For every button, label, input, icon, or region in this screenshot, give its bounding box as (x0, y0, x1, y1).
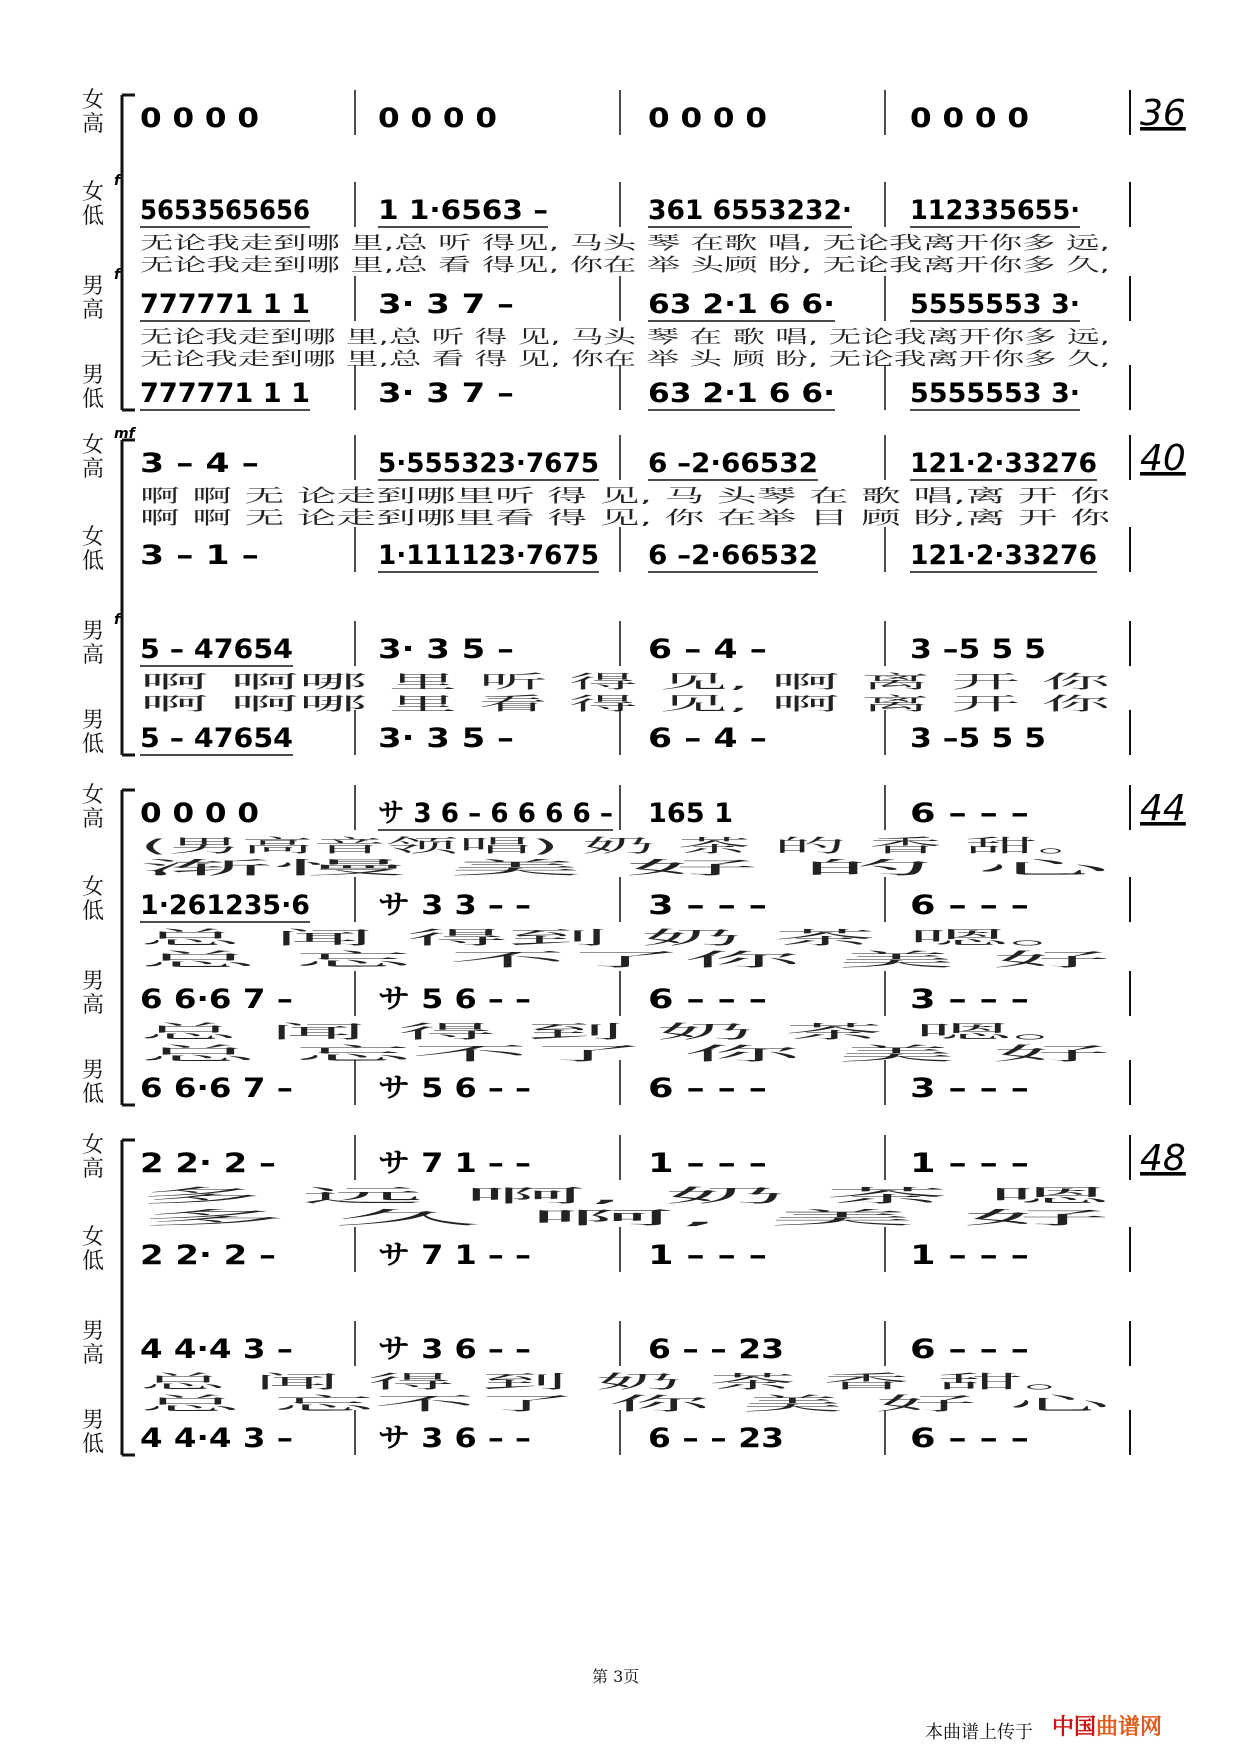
voice-label: 低 (82, 1082, 105, 1107)
measure-notes: サ 5 6 – – (378, 1073, 531, 1104)
lyric-line: 总 忘不了 你 美 好 (140, 1044, 1110, 1065)
voice-label: 高 (82, 1343, 105, 1368)
voice-label: 高 (82, 1157, 105, 1182)
lyric-line: 多 远 啊, 奶 茶 嗯 (140, 1186, 1117, 1207)
voice-label: 女 (82, 88, 105, 113)
voice-label: 男 (82, 969, 105, 994)
measure-notes: 361 6553232· (648, 195, 852, 226)
measure-notes: 1 – – – (910, 1240, 1029, 1271)
measure-notes: 0 0 0 0 (140, 798, 259, 829)
measure-notes: 1 – – – (648, 1148, 767, 1179)
measure-notes: 3 – – – (648, 890, 767, 921)
dynamic-marking: f (114, 612, 121, 628)
measure-notes: 3 –5 5 5 (910, 634, 1046, 665)
measure-notes: 3· 3 5 – (378, 723, 514, 754)
dynamic-marking: mf (114, 426, 135, 442)
measure-notes: 3 – 4 – (140, 448, 259, 479)
voice-label: 男 (82, 708, 105, 733)
voice-label: 低 (82, 387, 105, 412)
lyric-line: 总 闻 得到 奶 茶 嗯。 (140, 928, 1110, 949)
measure-notes: 112335655· (910, 195, 1080, 226)
measure-notes: 6 6·6 7 – (140, 1073, 293, 1104)
lyric-line: 啊 啊 无 论走到哪里听 得 见, 马 头琴 在 歌 唱,离 开 你 (140, 486, 1113, 507)
measure-notes: 777771 1 1 (140, 289, 310, 320)
measure-notes: 63 2·1 6 6· (648, 378, 835, 409)
lyric-line: 无论我走到哪 里,总 看 得见, 你在 举 头顾 盼, 无论我离开你多 久, (140, 255, 1110, 276)
lyric-line: (男高音领唱) 奶 茶 的 香 甜。 (140, 836, 1110, 857)
voice-label: 低 (82, 732, 105, 757)
voice-label: 男 (82, 1058, 105, 1083)
lyric-line: 总 闻 得 到 奶 茶 嗯。 (140, 1022, 1110, 1043)
bar-number: 44 (1140, 788, 1186, 829)
measure-notes: 0 0 0 0 (140, 103, 259, 134)
measure-notes: 6 – – – (910, 798, 1029, 829)
voice-label: 高 (82, 457, 105, 482)
measure-notes: 0 0 0 0 (378, 103, 497, 134)
measure-notes: 0 0 0 0 (910, 103, 1029, 134)
voice-label: 女 (82, 1133, 105, 1158)
measure-notes: 1 – – – (910, 1148, 1029, 1179)
measure-notes: 6 – – 23 (648, 1334, 784, 1365)
measure-notes: 6 – – 23 (648, 1423, 784, 1454)
footer-upload-text: 本曲谱上传于 (925, 1722, 1033, 1743)
site-logo-orange: 曲谱网 (1096, 1715, 1163, 1740)
voice-label: 女 (82, 525, 105, 550)
bar-number: 40 (1140, 438, 1186, 479)
measure-notes: 3· 3 5 – (378, 634, 514, 665)
measure-notes: 5653565656 (140, 195, 310, 226)
lyric-line: 啊 啊哪 里 看 得 见, 啊 离 开 你 (140, 694, 1114, 715)
voice-label: 低 (82, 899, 105, 924)
measure-notes: 121·2·33276 (910, 448, 1097, 479)
measure-notes: 6 – 4 – (648, 634, 767, 665)
measure-notes: 63 2·1 6 6· (648, 289, 835, 320)
voice-label: 低 (82, 1249, 105, 1274)
measure-notes: サ 7 1 – – (378, 1148, 531, 1179)
voice-label: 男 (82, 274, 105, 299)
measure-notes: 3· 3 7 – (378, 289, 514, 320)
measure-notes: 5 – 47654 (140, 723, 293, 754)
voice-label: 女 (82, 783, 105, 808)
measure-notes: 6 – – – (648, 984, 767, 1015)
page-number: 第 3页 (592, 1667, 640, 1686)
voice-label: 男 (82, 619, 105, 644)
lyric-line: 啊 啊 无 论走到哪里看 得 见, 你 在举 目 顾 盼,离 开 你 (140, 508, 1113, 529)
measure-notes: 777771 1 1 (140, 378, 310, 409)
lyric-line: 总 忘 不了你 美 好 (140, 950, 1110, 971)
voice-label: 女 (82, 180, 105, 205)
bar-number: 48 (1140, 1138, 1186, 1179)
voice-label: 女 (82, 433, 105, 458)
lyric-line: 渐慢 美 好 的 心 (140, 858, 1118, 879)
measure-notes: 3 – 1 – (140, 540, 259, 571)
lyric-line: 无论我走到哪 里,总 听 得 见, 马头 琴 在 歌 唱, 无论我离开你多 远, (140, 327, 1110, 348)
dynamic-marking: f (114, 173, 121, 189)
voice-label: 高 (82, 112, 105, 137)
voice-label: 男 (82, 363, 105, 388)
measure-notes: 6 – – – (910, 1423, 1029, 1454)
measure-notes: 4 4·4 3 – (140, 1423, 293, 1454)
lyric-line: 总 闻 得 到 奶 茶 香 甜。 (140, 1372, 1110, 1393)
measure-notes: 1 – – – (648, 1240, 767, 1271)
voice-label: 低 (82, 204, 105, 229)
measure-notes: 5·555323·7675 (378, 448, 599, 479)
measure-notes: 5555553 3· (910, 378, 1080, 409)
measure-notes: 121·2·33276 (910, 540, 1097, 571)
measure-notes: 6 –2·66532 (648, 540, 818, 571)
voice-label: 低 (82, 1432, 105, 1457)
measure-notes: 6 –2·66532 (648, 448, 818, 479)
lyric-line: 总 忘不了 你 美 好 心 (140, 1394, 1116, 1415)
voice-label: 男 (82, 1408, 105, 1433)
measure-notes: 6 – – – (910, 890, 1029, 921)
voice-label: 高 (82, 807, 105, 832)
measure-notes: サ 3 6 – – (378, 1334, 531, 1365)
lyric-line: 啊 啊哪 里 听 得 见, 啊 离 开 你 (140, 672, 1114, 693)
voice-label: 女 (82, 875, 105, 900)
measure-notes: 3 – – – (910, 1073, 1029, 1104)
measure-notes: 1·111123·7675 (378, 540, 599, 571)
measure-notes: 2 2· 2 – (140, 1240, 276, 1271)
measure-notes: 3 –5 5 5 (910, 723, 1046, 754)
measure-notes: サ 7 1 – – (378, 1240, 531, 1271)
measure-notes: 2 2· 2 – (140, 1148, 276, 1179)
measure-notes: 6 – 4 – (648, 723, 767, 754)
lyric-line: 多 久 啊, 美 好 (140, 1208, 1110, 1229)
voice-label: 低 (82, 549, 105, 574)
measure-notes: 6 – – – (648, 1073, 767, 1104)
measure-notes: 4 4·4 3 – (140, 1334, 293, 1365)
measure-notes: 5 – 47654 (140, 634, 293, 665)
measure-notes: 1 1·6563 – (378, 195, 548, 226)
dynamic-marking: f (114, 267, 121, 283)
measure-notes: 3· 3 7 – (378, 378, 514, 409)
measure-notes: 6 – – – (910, 1334, 1029, 1365)
voice-label: 高 (82, 993, 105, 1018)
measure-notes: 1·261235·6 (140, 890, 310, 921)
measure-notes: サ 3 3 – – (378, 890, 531, 921)
measure-notes: サ 3 6 – 6 6 6 6 – (378, 798, 613, 829)
voice-label: 男 (82, 1319, 105, 1344)
measure-notes: 6 6·6 7 – (140, 984, 293, 1015)
measure-notes: 5555553 3· (910, 289, 1080, 320)
voice-label: 高 (82, 643, 105, 668)
measure-notes: サ 3 6 – – (378, 1423, 531, 1454)
lyric-line: 无论我走到哪 里,总 看 得 见, 你在 举 头 顾 盼, 无论我离开你多 久, (140, 349, 1110, 370)
measure-notes: サ 5 6 – – (378, 984, 531, 1015)
lyric-line: 无论我走到哪 里,总 听 得见, 马头 琴 在歌 唱, 无论我离开你多 远, (140, 233, 1110, 254)
bar-number: 36 (1140, 93, 1186, 134)
voice-label: 高 (82, 298, 105, 323)
site-logo-red: 中国 (1052, 1715, 1097, 1740)
site-logo[interactable] (1052, 1710, 1162, 1741)
voice-label: 女 (82, 1225, 105, 1250)
measure-notes: 165 1 (648, 798, 733, 829)
measure-notes: 0 0 0 0 (648, 103, 767, 134)
measure-notes: 3 – – – (910, 984, 1029, 1015)
